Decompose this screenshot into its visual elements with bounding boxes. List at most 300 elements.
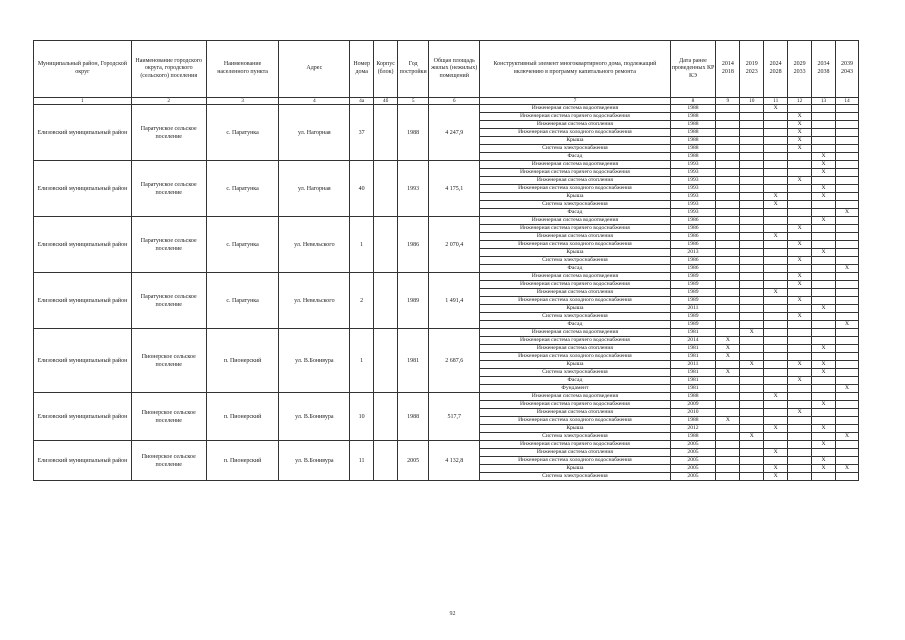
period-mark-cell: X — [812, 361, 836, 369]
element-cell: Инженерная система отопления — [480, 409, 670, 417]
period-mark-cell — [764, 321, 788, 329]
period-mark-cell — [740, 417, 764, 425]
period-mark-cell: X — [835, 465, 858, 473]
prior-repair-date-cell: 1988 — [670, 417, 716, 425]
element-cell: Инженерная система водоотведения — [480, 161, 670, 169]
element-cell: Система электроснабжения — [480, 473, 670, 481]
period-mark-cell — [716, 385, 740, 393]
period-mark-cell — [740, 201, 764, 209]
period-mark-cell — [716, 257, 740, 265]
element-cell: Фундамент — [480, 385, 670, 393]
table-row — [34, 105, 859, 113]
period-mark-cell — [788, 369, 812, 377]
prior-repair-date-cell: 1993 — [670, 209, 716, 217]
period-mark-cell — [740, 113, 764, 121]
year-cell: 1993 — [398, 161, 429, 217]
period-mark-cell — [764, 329, 788, 337]
period-mark-cell — [764, 145, 788, 153]
period-mark-cell — [716, 145, 740, 153]
period-mark-cell — [740, 129, 764, 137]
period-mark-cell — [812, 265, 836, 273]
period-mark-cell — [764, 377, 788, 385]
period-mark-cell: X — [716, 345, 740, 353]
prior-repair-date-cell: 2011 — [670, 361, 716, 369]
col-element-header: Конструктивный элемент многоквартирного дома, подлежащий включению в программу капитального ремонта — [480, 41, 670, 98]
settlement-cell: Пионерское сельское поселение — [131, 329, 206, 393]
prior-repair-date-cell: 2005 — [670, 457, 716, 465]
col-municipality-header: Муниципальный район, Городской округ — [34, 41, 132, 98]
period-mark-cell — [740, 313, 764, 321]
period-mark-cell — [835, 425, 858, 433]
prior-repair-date-cell: 1988 — [670, 145, 716, 153]
column-number: 5 — [398, 98, 429, 105]
period-mark-cell — [764, 417, 788, 425]
period-mark-cell — [740, 249, 764, 257]
period-mark-cell — [788, 233, 812, 241]
period-mark-cell — [812, 281, 836, 289]
period-mark-cell: X — [812, 369, 836, 377]
prior-repair-date-cell: 1993 — [670, 193, 716, 201]
period-mark-cell — [835, 369, 858, 377]
period-mark-cell — [716, 473, 740, 481]
element-cell: Система электроснабжения — [480, 257, 670, 265]
prior-repair-date-cell: 1988 — [670, 137, 716, 145]
period-mark-cell — [716, 153, 740, 161]
period-mark-cell — [835, 105, 858, 113]
period-mark-cell — [835, 361, 858, 369]
locality-cell: с. Паратунка — [206, 161, 279, 217]
period-mark-cell — [788, 161, 812, 169]
municipality-cell: Елизовский муниципальный район — [34, 217, 132, 273]
period-mark-cell — [764, 137, 788, 145]
period-mark-cell — [716, 465, 740, 473]
element-cell: Крыша — [480, 425, 670, 433]
area-cell: 4 132,8 — [429, 441, 480, 481]
period-mark-cell — [740, 225, 764, 233]
period-mark-cell — [812, 313, 836, 321]
period-mark-cell — [716, 169, 740, 177]
period-mark-cell — [740, 345, 764, 353]
prior-repair-date-cell: 1988 — [670, 129, 716, 137]
period-mark-cell — [788, 465, 812, 473]
period-mark-cell: X — [835, 321, 858, 329]
period-mark-cell — [812, 209, 836, 217]
col-period-header: 2024 2028 — [764, 41, 788, 98]
period-mark-cell — [812, 433, 836, 441]
period-mark-cell: X — [788, 241, 812, 249]
period-mark-cell — [788, 473, 812, 481]
period-mark-cell: X — [812, 345, 836, 353]
period-mark-cell — [764, 153, 788, 161]
period-mark-cell — [740, 137, 764, 145]
block-cell — [374, 329, 398, 393]
period-mark-cell — [740, 161, 764, 169]
prior-repair-date-cell: 1981 — [670, 345, 716, 353]
period-mark-cell — [716, 449, 740, 457]
period-mark-cell — [740, 305, 764, 313]
prior-repair-date-cell: 2014 — [670, 337, 716, 345]
period-mark-cell — [764, 249, 788, 257]
period-mark-cell: X — [764, 449, 788, 457]
prior-repair-date-cell: 1988 — [670, 105, 716, 113]
period-mark-cell — [716, 321, 740, 329]
period-mark-cell — [764, 185, 788, 193]
period-mark-cell — [740, 105, 764, 113]
prior-repair-date-cell: 1993 — [670, 201, 716, 209]
area-cell: 4 175,1 — [429, 161, 480, 217]
period-mark-cell — [740, 241, 764, 249]
period-mark-cell: X — [812, 153, 836, 161]
period-mark-cell — [812, 177, 836, 185]
element-cell: Крыша — [480, 193, 670, 201]
period-mark-cell — [812, 273, 836, 281]
period-mark-cell — [764, 241, 788, 249]
period-mark-cell — [740, 377, 764, 385]
period-mark-cell: X — [764, 393, 788, 401]
period-mark-cell — [788, 441, 812, 449]
element-cell: Фасад — [480, 377, 670, 385]
period-mark-cell — [740, 257, 764, 265]
element-cell: Инженерная система водоотведения — [480, 329, 670, 337]
year-cell: 1988 — [398, 393, 429, 441]
period-mark-cell — [716, 305, 740, 313]
period-mark-cell — [764, 337, 788, 345]
period-mark-cell: X — [812, 441, 836, 449]
prior-repair-date-cell: 1988 — [670, 113, 716, 121]
street-cell: ул. В.Бонивура — [279, 441, 350, 481]
period-mark-cell — [764, 353, 788, 361]
period-mark-cell — [764, 361, 788, 369]
period-mark-cell — [835, 313, 858, 321]
period-mark-cell: X — [812, 185, 836, 193]
col-period-header: 2014 2018 — [716, 41, 740, 98]
period-mark-cell — [716, 329, 740, 337]
element-cell: Фасад — [480, 153, 670, 161]
period-mark-cell: X — [716, 369, 740, 377]
period-mark-cell — [835, 329, 858, 337]
period-mark-cell — [716, 161, 740, 169]
period-mark-cell: X — [835, 385, 858, 393]
period-mark-cell — [788, 385, 812, 393]
period-mark-cell — [716, 121, 740, 129]
period-mark-cell — [835, 121, 858, 129]
area-cell: 2 070,4 — [429, 217, 480, 273]
period-mark-cell: X — [812, 217, 836, 225]
period-mark-cell — [764, 177, 788, 185]
period-mark-cell: X — [764, 233, 788, 241]
period-mark-cell — [740, 409, 764, 417]
period-mark-cell — [764, 273, 788, 281]
period-mark-cell — [716, 377, 740, 385]
municipality-cell: Елизовский муниципальный район — [34, 105, 132, 161]
column-number: 11 — [764, 98, 788, 105]
period-mark-cell — [835, 449, 858, 457]
period-mark-cell — [812, 473, 836, 481]
period-mark-cell — [764, 121, 788, 129]
table-row — [34, 393, 859, 401]
period-mark-cell — [740, 457, 764, 465]
street-cell: ул. Невельского — [279, 217, 350, 273]
prior-repair-date-cell: 1988 — [670, 153, 716, 161]
period-mark-cell: X — [812, 401, 836, 409]
period-mark-cell — [812, 417, 836, 425]
year-cell: 1988 — [398, 105, 429, 161]
block-cell — [374, 393, 398, 441]
period-mark-cell: X — [740, 433, 764, 441]
period-mark-cell — [716, 217, 740, 225]
municipality-cell: Елизовский муниципальный район — [34, 273, 132, 329]
column-number: 4а — [350, 98, 374, 105]
repair-program-table — [33, 40, 859, 481]
col-address-header: Адрес — [279, 41, 350, 98]
locality-cell: с. Паратунка — [206, 273, 279, 329]
area-cell: 1 491,4 — [429, 273, 480, 329]
period-mark-cell — [740, 425, 764, 433]
period-mark-cell — [764, 281, 788, 289]
prior-repair-date-cell: 1986 — [670, 257, 716, 265]
period-mark-cell — [764, 385, 788, 393]
period-mark-cell — [835, 393, 858, 401]
period-mark-cell — [764, 257, 788, 265]
element-cell: Инженерная система горячего водоснабжения — [480, 401, 670, 409]
element-cell: Крыша — [480, 305, 670, 313]
period-mark-cell — [812, 321, 836, 329]
period-mark-cell: X — [812, 457, 836, 465]
period-mark-cell — [740, 281, 764, 289]
period-mark-cell: X — [788, 297, 812, 305]
period-mark-cell — [740, 465, 764, 473]
prior-repair-date-cell: 1989 — [670, 273, 716, 281]
column-number: 7 — [480, 98, 670, 105]
period-mark-cell — [788, 329, 812, 337]
prior-repair-date-cell: 2009 — [670, 401, 716, 409]
period-mark-cell — [835, 353, 858, 361]
period-mark-cell — [812, 129, 836, 137]
period-mark-cell: X — [716, 337, 740, 345]
period-mark-cell — [835, 305, 858, 313]
period-mark-cell — [716, 113, 740, 121]
prior-repair-date-cell: 1981 — [670, 353, 716, 361]
house-number-cell: 11 — [350, 441, 374, 481]
prior-repair-date-cell: 1988 — [670, 393, 716, 401]
element-cell: Инженерная система горячего водоснабжения — [480, 281, 670, 289]
period-mark-cell — [812, 241, 836, 249]
period-mark-cell: X — [788, 177, 812, 185]
period-mark-cell — [716, 401, 740, 409]
col-area-header: Общая площадь жилых (нежилых) помещений — [429, 41, 480, 98]
period-mark-cell: X — [788, 281, 812, 289]
col-settlement-header: Наименование городского округа, городского (сельского) поселения — [131, 41, 206, 98]
prior-repair-date-cell: 1986 — [670, 217, 716, 225]
period-mark-cell — [740, 289, 764, 297]
element-cell: Фасад — [480, 321, 670, 329]
period-mark-cell: X — [788, 121, 812, 129]
period-mark-cell — [812, 449, 836, 457]
house-number-cell: 10 — [350, 393, 374, 441]
period-mark-cell: X — [764, 105, 788, 113]
locality-cell: п. Пионерский — [206, 329, 279, 393]
period-mark-cell — [716, 209, 740, 217]
period-mark-cell — [835, 233, 858, 241]
period-mark-cell — [812, 393, 836, 401]
period-mark-cell — [835, 457, 858, 465]
period-mark-cell — [812, 121, 836, 129]
table-row — [34, 217, 859, 225]
period-mark-cell — [740, 441, 764, 449]
prior-repair-date-cell: 1989 — [670, 321, 716, 329]
period-mark-cell: X — [788, 257, 812, 265]
prior-repair-date-cell: 1981 — [670, 369, 716, 377]
column-number: 3 — [206, 98, 279, 105]
element-cell: Инженерная система отопления — [480, 289, 670, 297]
period-mark-cell: X — [812, 249, 836, 257]
period-mark-cell — [788, 185, 812, 193]
settlement-cell: Пионерское сельское поселение — [131, 393, 206, 441]
settlement-cell: Пионерское сельское поселение — [131, 441, 206, 481]
period-mark-cell — [788, 345, 812, 353]
period-mark-cell — [740, 177, 764, 185]
period-mark-cell — [835, 201, 858, 209]
period-mark-cell — [716, 289, 740, 297]
prior-repair-date-cell: 2005 — [670, 473, 716, 481]
year-cell: 1986 — [398, 217, 429, 273]
period-mark-cell — [835, 153, 858, 161]
prior-repair-date-cell: 2013 — [670, 249, 716, 257]
period-mark-cell: X — [716, 353, 740, 361]
col-prior-repair-header: Дата ранее проведенных КР КЭ — [670, 41, 716, 98]
period-mark-cell: X — [788, 129, 812, 137]
period-mark-cell — [835, 289, 858, 297]
year-cell: 1989 — [398, 273, 429, 329]
period-mark-cell — [740, 385, 764, 393]
period-mark-cell — [716, 201, 740, 209]
period-mark-cell — [835, 441, 858, 449]
period-mark-cell — [716, 129, 740, 137]
prior-repair-date-cell: 2005 — [670, 449, 716, 457]
prior-repair-date-cell: 2005 — [670, 465, 716, 473]
municipality-cell: Елизовский муниципальный район — [34, 393, 132, 441]
period-mark-cell: X — [764, 425, 788, 433]
settlement-cell: Паратунское сельское поселение — [131, 105, 206, 161]
period-mark-cell — [764, 433, 788, 441]
municipality-cell: Елизовский муниципальный район — [34, 329, 132, 393]
period-mark-cell — [812, 353, 836, 361]
period-mark-cell — [740, 393, 764, 401]
period-mark-cell — [740, 193, 764, 201]
period-mark-cell — [716, 241, 740, 249]
block-cell — [374, 217, 398, 273]
page-number: 92 — [449, 611, 456, 617]
prior-repair-date-cell: 1986 — [670, 225, 716, 233]
period-mark-cell — [788, 289, 812, 297]
period-mark-cell — [788, 209, 812, 217]
period-mark-cell — [764, 345, 788, 353]
period-mark-cell — [740, 473, 764, 481]
house-number-cell: 1 — [350, 217, 374, 273]
period-mark-cell — [716, 425, 740, 433]
period-mark-cell: X — [788, 137, 812, 145]
period-mark-cell — [740, 273, 764, 281]
period-mark-cell — [716, 457, 740, 465]
period-mark-cell: X — [788, 145, 812, 153]
period-mark-cell — [788, 393, 812, 401]
period-mark-cell — [812, 257, 836, 265]
prior-repair-date-cell: 1993 — [670, 161, 716, 169]
settlement-cell: Паратунское сельское поселение — [131, 273, 206, 329]
header-row — [34, 41, 859, 98]
period-mark-cell — [812, 409, 836, 417]
prior-repair-date-cell: 1986 — [670, 233, 716, 241]
period-mark-cell — [788, 153, 812, 161]
element-cell: Инженерная система холодного водоснабжения — [480, 417, 670, 425]
period-mark-cell — [716, 313, 740, 321]
period-mark-cell — [835, 337, 858, 345]
column-number: 4 — [279, 98, 350, 105]
period-mark-cell — [812, 297, 836, 305]
period-mark-cell — [740, 297, 764, 305]
period-mark-cell: X — [788, 409, 812, 417]
column-number: 6 — [429, 98, 480, 105]
element-cell: Система электроснабжения — [480, 313, 670, 321]
period-mark-cell — [764, 113, 788, 121]
table-row — [34, 161, 859, 169]
element-cell: Система электроснабжения — [480, 433, 670, 441]
period-mark-cell — [764, 169, 788, 177]
period-mark-cell — [788, 433, 812, 441]
element-cell: Инженерная система отопления — [480, 449, 670, 457]
period-mark-cell — [788, 417, 812, 425]
period-mark-cell — [764, 369, 788, 377]
period-mark-cell: X — [764, 201, 788, 209]
element-cell: Система электроснабжения — [480, 145, 670, 153]
period-mark-cell — [835, 473, 858, 481]
period-mark-cell — [835, 185, 858, 193]
locality-cell: п. Пионерский — [206, 393, 279, 441]
period-mark-cell — [788, 321, 812, 329]
col-house-number-header: Номер дома — [350, 41, 374, 98]
period-mark-cell — [716, 265, 740, 273]
element-cell: Инженерная система отопления — [480, 121, 670, 129]
element-cell: Инженерная система холодного водоснабжения — [480, 129, 670, 137]
period-mark-cell — [835, 113, 858, 121]
period-mark-cell — [788, 305, 812, 313]
period-mark-cell: X — [740, 361, 764, 369]
column-number: 13 — [812, 98, 836, 105]
period-mark-cell — [835, 145, 858, 153]
prior-repair-date-cell: 1986 — [670, 241, 716, 249]
period-mark-cell — [835, 377, 858, 385]
period-mark-cell — [788, 201, 812, 209]
col-period-header: 2029 2033 — [788, 41, 812, 98]
table-body — [34, 105, 859, 481]
prior-repair-date-cell: 1986 — [670, 265, 716, 273]
period-mark-cell: X — [788, 313, 812, 321]
block-cell — [374, 161, 398, 217]
period-mark-cell — [716, 105, 740, 113]
col-period-header: 2019 2023 — [740, 41, 764, 98]
period-mark-cell — [788, 105, 812, 113]
period-mark-cell: X — [812, 161, 836, 169]
period-mark-cell: X — [812, 425, 836, 433]
period-mark-cell — [812, 233, 836, 241]
element-cell: Крыша — [480, 137, 670, 145]
period-mark-cell: X — [788, 273, 812, 281]
period-mark-cell: X — [788, 113, 812, 121]
element-cell: Инженерная система водоотведения — [480, 217, 670, 225]
area-cell: 2 687,6 — [429, 329, 480, 393]
element-cell: Инженерная система отопления — [480, 177, 670, 185]
period-mark-cell: X — [764, 193, 788, 201]
